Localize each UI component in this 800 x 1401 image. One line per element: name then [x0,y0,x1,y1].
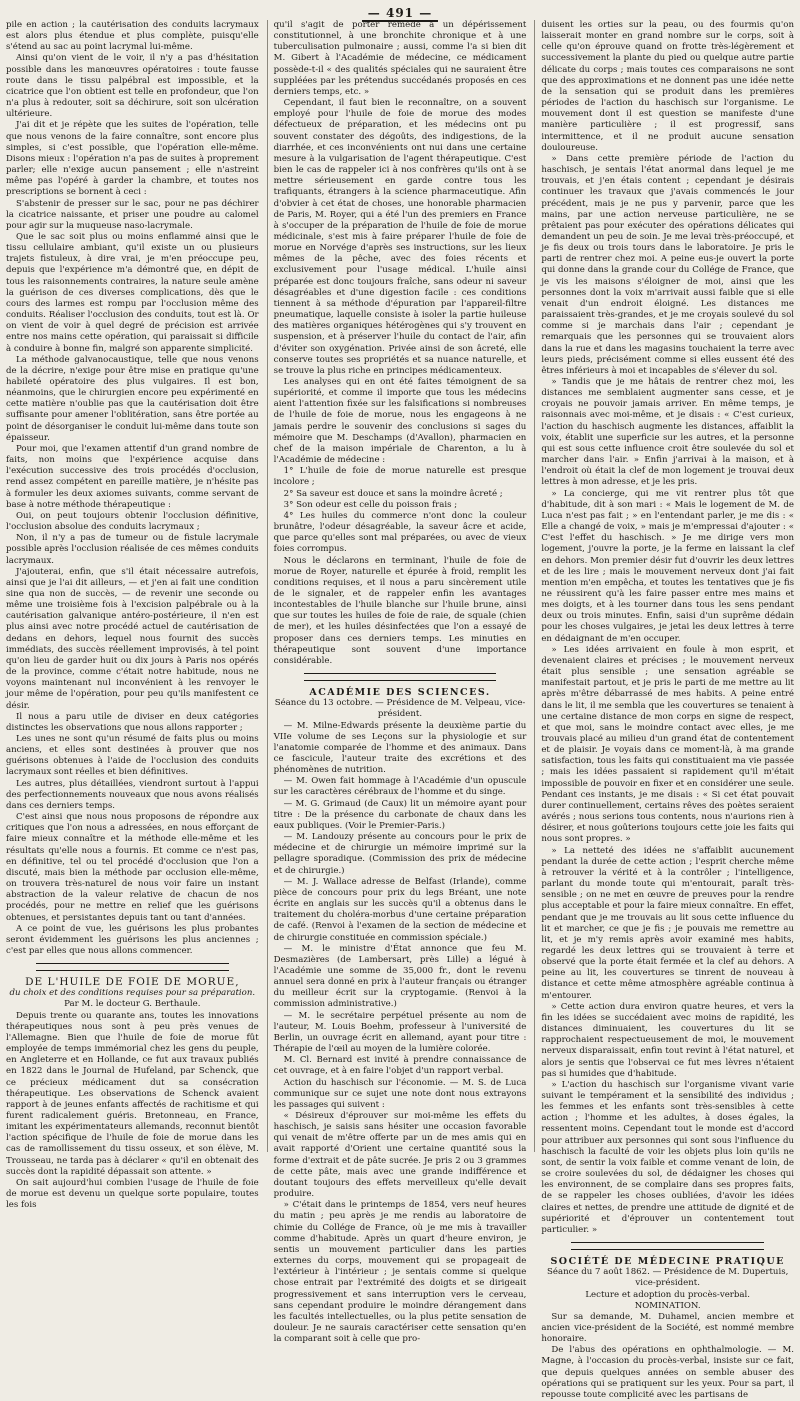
paragraph: — M. Owen fait hommage à l'Académie d'un opuscule sur les caractères cérébraux de l'homme et du singe. [273,776,527,798]
paragraph: — M. le secrétaire perpétuel présente au nom de l'auteur, M. Louis Boehm, professeur à l'université de Berlin, un ouvrage écrit en allemand, ayant pour titre : Thérapie de l'œil au moyen de la lumière colorée. [273,1010,527,1055]
paragraph: » C'était dans le printemps de 1854, vers neuf heures du matin ; peu après je me rendis au laboratoire de chimie du Collége de France, où je me mis à travailler comme d'habitude. Après un quart d'heure environ, je sentis un mouvement particulier dans les parties externes du corps, mouvement qui se propageait de l'extérieur à l'intérieur ; je sentais comme si quelque chose entrait par l'extrémité des doigts et se dirigeait progressivement et sans interruption vers le cerveau, sans cependant produire le moindre dérangement dans les facultés intellectuelles, ou la plus petite sensation de douleur. Je ne saurais caractériser cette sensation qu'en la comparant soit à celle que pro- [273,1200,527,1345]
paragraph: » Tandis que je me hâtais de rentrer chez moi, les distances me semblaient augmenter sans cesse, et je croyais ne pouvoir jamais arriver. En même temps, je raisonnais avec moi-même, et je disais : « C'est curieux, l'action du haschisch augmente les distances, affaiblit la voix, établit une superficie sur les autres, et la personne qui est sous cette influence croit être soulevée du sol et marcher dans l'air. » Enfin j'arrivai à la maison, et à l'endroit où était la clef de mon logement je trouvai deux lettres à mon adresse, et je les pris. [541,377,795,488]
paragraph: Lecture et adoption du procès-verbal. [585,1289,750,1300]
paragraph: Pour moi, que l'examen attentif d'un grand nombre de faits, non moins que l'expérience acquise dans l'exécution successive des trois procédés d'occlusion, rend assez compétent en pareille matière, je n'hésite pas à formuler les deux axiomes suivants, comme servant de base à notre méthode thérapeutique : [6,443,259,510]
paragraph: On sait aujourd'hui combien l'usage de l'huile de foie de morue est devenu un quelque sorte populaire, toutes les fois [6,1177,259,1211]
page-header [0,2,800,18]
paragraph: M. Cl. Bernard est invité à prendre connaissance de cet ouvrage, et à en faire l'objet d'un rapport verbal. [273,1055,527,1077]
paragraph: qu'il s'agit de porter remède à un dépérissement constitutionnel, à une bronchite chronique et à une tuberculisation pulmonaire ; aussi, comme l'a si bien dit M. Gibert à l'Académie de médecine, ce médicament possède-t-il « des qualités spéciales qui ne sauraient être suppléées par les prétendus succédanés proposés en ces derniers temps, etc. » [273,20,527,97]
paragraph: Les analyses qui en ont été faites témoignent de sa supériorité, et comme il importe que tous les médecins aient l'attention fixée sur les falsifications si nombreuses de l'huile de foie de morue, nous les engageons à ne jamais perdre le souvenir des conclusions si sages du mémoire que M. Deschamps (d'Avallon), pharmacien en chef de la maison impériale de Charenton, a lu à l'Académie de médecine : [273,377,527,466]
paragraph: S'abstenir de presser sur le sac, pour ne pas déchirer la cicatrice naissante, et priser une poudre au calomel pour agir sur la muqueuse naso-lacrymale. [6,198,259,231]
paragraph: » La netteté des idées ne s'affaiblit aucunement pendant la durée de cette action ; l'esprit cherche même à retrouver la vérité et à la contrôler ; l'intelligence, parlant du monde toute qui m'entourait, paraît très-sensible ; on ne met en œuvre de preuves pour la rendre plus acceptable et pour la faire mieux connaître. En effet, pendant que je me trouvais au lit sous cette influence du lit et marcher, ce que je fis ; je pouvais me remettre au lit, et je m'y remis après avoir examiné mes habits, regardé les deux lettres qui se trouvaient à terre et observé que la porte était fermée et la clef au dehors. A peine au lit, les couvertures se tinrent de nouveau à distance et cette même atmosphère agréable continua à m'entourer. [541,845,795,1001]
paragraph: » Les idées arrivaient en foule à mon esprit, et devenaient claires et précises ; le mouvement nerveux était plus sensible ; une sensation agréable se manifestait partout, et je pris le parti de me mettre au lit après m'être débarrassé de mes habits. A peine entré dans le lit, il me sembla que les couvertures se tenaient à une certaine distance de mon corps en signe de respect, et que moi, sans le moindre contact avec elles, je me trouvais placé au milieu d'un grand état de contentement et de plaisir. Je voyais dans ce moment-là, à ma grande satisfaction, tous les faits qui constituaient ma vie passée ; mais les idées passaient si rapidement qu'il m'était impossible de pouvoir en fixer et en considérer une seule. Pendant ces instants, je me disais : « Si cet état pouvait durer continuellement, certains rêves des poètes seraient avérés ; nous serions tous contents, nous n'aurions rien à désirer, et nous goûterions toujours cette joie les faits qui nous sont propres. » [541,644,795,845]
section-divider [36,963,229,971]
list-item: 4° Les huiles du commerce n'ont donc la couleur brunâtre, l'odeur désagréable, la saveur âcre et acide, que parce qu'elles sont mal préparées, ou avec de vieux foies corrompus. [273,510,527,555]
paragraph: Sur sa demande, M. Duhamel, ancien membre et ancien vice-président de la Société, est nommé membre honoraire. [541,1311,795,1345]
paragraph: Depuis trente ou quarante ans, toutes les innovations thérapeutiques nous sont à peu près venues de l'Allemagne. Bien que l'huile de foie de morue fût employée de temps immémorial chez les gens du peuple, en Angleterre et en Hollande, ce fut aux travaux publiés en 1822 dans le Journal de Hufeland, par Schenck, que ce précieux médicament dut sa consécration thérapeutique. Les observations de Schenck avaient rapport à de jeunes enfants affectés de rachitisme et qui furent radicalement guéris. Bretonneau, en France, imitant les expérimentateurs allemands, reconnut bientôt l'action spécifique de l'huile de foie de morue dans les cas de ramollissement du tissu osseux, et son élève, M. Trousseau, ne tarda pas à déclarer « qu'il en obtenait des succès dont la rapidité dépassait son attente. » [6,1010,259,1177]
paragraph: — M. Landouzy présente au concours pour le prix de médecine et de chirurgie un mémoire imprimé sur la pellagre sporadique. (Commission des prix de médecine et de chirurgie.) [273,832,527,876]
article-title: DE L'HUILE DE FOIE DE MORUE, [25,976,240,989]
paragraph: Les unes ne sont qu'un résumé de faits plus ou moins anciens, et elles sont destinées à prouver que nos guérisons obtenues à l'aide de l'occlusion des conduits lacrymaux sont réelles et bien définitives. [6,734,259,778]
paragraph: J'ajouterai, enfin, que s'il était nécessaire autrefois, ainsi que je l'ai dit ailleurs, — et j'en ai fait une condition sine qua non de succès, — de revenir une seconde ou même une troisième fois à l'excision palpébrale ou à la cautérisation galvanique antéro-postérieure, il n'en est plus ainsi avec notre procédé actuel de cautérisation de dedans en dehors, lequel nous fournit des succès immédiats, des succès réellement improvisés, à tel point qu'on lieu de garder huit ou dix jours à Paris nos opérés de la province, comme c'était notre habitude, nous ne voyons maintenant nul inconvénient à les renvoyer le jour même de l'opération, pour peu qu'ils manifestent ce désir. [6,566,259,711]
section-divider [304,673,497,681]
paragraph: — M. le ministre d'État annonce que feu M. Desmazières (de Lambersart, près Lille) a légué à l'Académie une somme de 35,000 fr., dont le revenu annuel sera donné en prix à l'auteur français ou étranger du meilleur écrit sur la cryptogamie. (Renvoi à la commission administrative.) [273,943,527,1010]
paragraph: Ainsi qu'on vient de le voir, il n'y a pas d'hésitation possible dans les manœuvres opératoires : toute fausse route dans le tissu palpébral est impossible, et la cicatrice que l'on obtient est telle en profondeur, que l'on n'a plus à redouter, soit sa déchirure, soit son ulcération ultérieure. [6,53,259,120]
list-item: 3° Son odeur est celle du poisson frais ; [283,499,458,510]
section-divider [571,1242,764,1250]
paragraph: Action du haschisch sur l'économie. — M. S. de Luca communique sur ce sujet une note dont nous extrayons les passages qui suivent : [273,1077,527,1110]
paragraph: pile en action ; la cautérisation des conduits lacrymaux est alors plus étendue et plus complète, puisqu'elle s'étend au sac au point lacrymal lui-même. [6,20,259,53]
paragraph: » Cette action dura environ quatre heures, et vers la fin les idées se succédaient avec moins de rapidité, les distances diminuaient, les couvertures du lit se rapprochaient respectueusement de moi, le mouvement nerveux disparaissait, enfin tout revint à l'état naturel, et alors je sentis que l'observai ce fut mes lèvres n'étaient pas si humides que d'habitude. [541,1001,795,1079]
paragraph: Il nous a paru utile de diviser en deux catégories distinctes les observations que nous allons rapporter ; [6,711,259,733]
paragraph: A ce point de vue, les guérisons les plus probantes seront évidemment les guérisons les plus anciennes ; c'est par elles que nous allons commencer. [6,923,259,956]
text-columns [6,20,795,1400]
paragraph: C'est ainsi que nous nous proposons de répondre aux critiques que l'on nous a adressées, en nous efforçant de faire mieux connaître et la méthode elle-même et les résultats qu'elle nous a fournis. Et comme ce n'est pas, en définitive, tel ou tel procédé d'occlusion que l'on a discuté, mais bien la méthode par occlusion elle-même, on trouvera très-naturel de nous voir faire un instant abstraction de la valeur relative de chacun de nos procédés, pour ne mettre en relief que les guérisons obtenues, et persistantes depuis tant ou tant d'années. [6,812,259,923]
paragraph: — M. Milne-Edwards présente la deuxième partie du VIIe volume de ses Leçons sur la physiologie et sur l'anatomie comparée de l'homme et des animaux. Dans ce fascicule, l'auteur traite des excrétions et des phénomènes de nutrition. [273,720,527,776]
paragraph: — M. G. Grimaud (de Caux) lit un mémoire ayant pour titre : De la présence du carbonate de chaux dans les eaux publiques. (Voir le Premier-Paris.) [273,798,527,831]
session-header: Séance du 7 août 1862. — Présidence de M. Dupertuis, vice-président. [546,1267,789,1289]
paragraph: Nous le déclarons en terminant, l'huile de foie de morue de Royer, naturelle et épurée à froid, remplit les conditions requises, et il nous a paru sincèrement utile de le signaler, et de rappeler enfin les avantages incontestables de l'huile blanche sur l'huile brune, ainsi que sur toutes les huiles de foie de raie, de squale (chien de mer), et les huiles désinfectées que l'on a essayé de proposer dans ces derniers temps. Les minuties en thérapeutique sont souvent d'une importance considérable. [273,555,527,666]
session-header: Séance du 13 octobre. — Présidence de M. Velpeau, vice-président. [274,698,526,720]
article-byline: Par M. le docteur G. Berthaule. [64,999,201,1010]
paragraph: — M. J. Wallace adresse de Belfast (Irlande), comme pièce de concours pour prix du legs Bréant, une note écrite en anglais sur les succès qu'il a obtenus dans le traitement du choléra-morbus d'une certaine préparation de café. (Renvoi à l'examen de la section de médecine et de chirurgie constituée en commission spéciale.) [273,876,527,943]
paragraph: Cependant, il faut bien le reconnaître, on a souvent employé pour l'huile de foie de morue des modes défectueux de préparation, et les médecins ont pu souvent constater des dégoûts, des indigestions, de la diarrhée, et ces inconvénients ont nui dans une certaine mesure à la vulgarisation de l'agent thérapeutique. C'est bien le cas de rappeler ici à nos confrères qu'ils ont à se mettre sérieusement en garde contre tous les trafiquants, étrangers à la science pharmaceutique. Afin d'obvier à cet état de choses, une honorable pharmacien de Paris, M. Royer, qui a été l'un des premiers en France à s'occuper de la préparation de l'huile de foie de morue médicinale, s'est mis à faire préparer l'huile de foie de morue en Norvége d'après ses instructions, sur les lieux mêmes de la pêche, avec des foies récents et exclusivement pour l'usage médical. L'huile ainsi préparée est donc toujours fraîche, sans odeur ni saveur désagréables et d'une digestion facile : ces conditions tiennent à sa méthode d'épuration par l'appareil-filtre pneumatique, laquelle consiste à isoler la partie huileuse des matières organiques hétérogènes qui s'y trouvent en suspension, et à préserver l'huile du contact de l'air, afin d'éviter son oxygénation. Privée ainsi de son âcreté, elle conserve toutes ses propriétés et sa nuance naturelle, et se trouve la plus riche en principes médicamenteux. [273,98,527,376]
paragraph: » Dans cette première période de l'action du haschisch, je sentais l'état anormal dans lequel je me trouvais, et j'en étais content ; cependant je désirais continuer les travaux que j'avais commencés le jour précédent, mais je ne pus y parvenir, parce que les mains, par une action nerveuse particulière, ne se prêtaient pas pour exécuter des opérations délicates qui demandent un peu de soin. Je me levai très-préoccupé, et je fis deux ou trois tours dans le laboratoire. Je pris le parti de rentrer chez moi. A peine eus-je ouvert la porte qui donne dans la grande cour du Collége de France, que je vis les maisons s'éloigner de moi, ainsi que les personnes dont la voix m'arrivait aussi faible que si elle venait d'un endroit éloigné. Les distances me paraissaient très-grandes, et je me croyais soulevé du sol comme si je marchais dans l'air ; cependant je remarquais que les personnes qui se trouvaient alors dans la rue et dans les magasins touchaient la terre avec leurs pieds, précisément comme si elles eussent été des êtres inférieurs à moi et incapables de s'élever du sol. [541,153,795,376]
paragraph: duisent les orties sur la peau, ou des fourmis qu'on laisserait monter en grand nombre sur le corps, soit à celle qu'on éprouve quand on frotte très-légèrement et successivement la plante du pied ou quelque autre partie délicate du corps ; mais toutes ces comparaisons ne sont que des approximations et ne donnent pas une idée nette de la sensation qui se produit dans les premières périodes de l'action du haschisch sur l'organisme. Le mouvement dont il est question se manifeste d'une manière particulière ; il est progressif, sans intermittence, et il ne produit aucune sensation douloureuse. [541,20,795,153]
section-title: ACADÉMIE DES SCIENCES. [309,687,491,699]
list-item: 1° L'huile de foie de morue naturelle est presque incolore ; [273,466,527,488]
column-3 [534,20,795,1400]
paragraph: La méthode galvanocaustique, telle que nous venons de la décrire, n'exige pour être mise en pratique qu'une habileté opératoire des plus vulgaires. Il est bon, néanmoins, que le chirurgien encore peu expérimenté en cette matière n'oublie pas que la cautérisation doit être suffisante pour amener l'oblitération, sans être portée au point de désorganiser le conduit lui-même dans toute son épaisseur. [6,354,259,443]
paragraph: Non, il n'y a pas de tumeur ou de fistule lacrymale possible après l'occlusion réalisée de ces mêmes conduits lacrymaux. [6,533,259,566]
subsection-title: NOMINATION. [634,1300,701,1311]
paragraph: Oui, on peut toujours obtenir l'occlusion définitive, l'occlusion absolue des conduits lacrymaux ; [6,510,259,533]
column-1 [6,20,259,1211]
paragraph: Que le sac soit plus ou moins enflammé ainsi que le tissu cellulaire ambiant, qu'il existe un ou plusieurs trajets fistuleux, à dire vrai, je m'en préoccupe peu, depuis que l'expérience m'a démontré que, en dépit de tous les raisonnements contraires, la nature seule amène la guérison de ces diverses complications, dès que le cours des larmes est rompu par l'occlusion même des conduits. Réaliser l'occlusion des conduits, tout est là. Or on vient de voir à quel degré de précision est arrivée entre nos mains cette opération, qui paraissait si difficile à conduire à bonne fin, malgré son apparente simplicité. [6,231,259,354]
page-number: — 491 — [362,6,438,22]
list-item: 2° Sa saveur est douce et sans la moindre âcreté ; [283,488,503,499]
section-title: SOCIÉTÉ DE MÉDECINE PRATIQUE [550,1256,785,1268]
article-subtitle: du choix et des conditions requises pour sa préparation. [9,988,256,999]
paragraph: » L'action du haschisch sur l'organisme vivant varie suivant le tempérament et la sensibilité des individus ; les femmes et les enfants sont très-sensibles à cette action ; l'homme et les adultes, à doses égales, la ressentent moins. Cependant tout le monde est d'accord pour attribuer aux personnes qui sont sous l'influence du haschisch la faculté de voir les objets plus loin qu'ils ne sont, de sentir la voix faible et comme venant de loin, de se croire soulevées du sol, de dédaigner les choses qui les environnent, de se complaire dans ses propres faits, de se rappeler les choses oubliées, d'avoir les idées claires et nettes, de prendre une attitude de dignité et de supériorité et d'éprouver un contentement tout particulier. » [541,1079,795,1235]
paragraph: « Désireux d'éprouver sur moi-même les effets du haschisch, je saisis sans hésiter une occasion favorable qui venait de m'être offerte par un de mes amis qui en avait rapporté d'Orient une certaine quantité sous la forme d'extrait et de pâte sucrée. Je pris 2 ou 3 grammes de cette pâte, mais avec une grande indifférence et doutant toujours des effets merveilleux qu'elle devait produire. [273,1111,527,1200]
paragraph: De l'abus des opérations en ophthalmologie. — M. Magne, à l'occasion du procès-verbal, insiste sur ce fait, que depuis quelques années on semble abuser des opérations qui se pratiquent sur les yeux. Pour sa part, il repousse toute complicité avec les partisans de [541,1345,795,1400]
column-2 [267,20,527,1345]
paragraph: » La concierge, qui me vit rentrer plus tôt que d'habitude, dit à son mari : « Mais le logement de M. de Luca n'est pas fait ; » en l'entendant parler, je me dis : « Elle a changé de voix, » mais je m'empressai d'ajouter : « C'est l'effet du haschisch. » Je me dirige vers mon logement, j'ouvre la porte, je la ferme en laissant la clef en dehors. Mon premier désir fut d'ouvrir les deux lettres et de les lire ; mais le mouvement nerveux dont j'ai fait mention m'en empêcha, et toutes les tentatives que je fis ne réussirent qu'à les faire passer entre mes mains et mes doigts, et à les tourner dans tous les sens pendant deux ou trois minutes. Enfin, saisi d'un suprême dédain pour les choses vulgaires, je jetai les deux lettres à terre en dédaignant de m'en occuper. [541,488,795,644]
paragraph: Les autres, plus détaillées, viendront surtout à l'appui des perfectionnements nouveaux que nous avons réalisés dans ces derniers temps. [6,778,259,811]
paragraph: J'ai dit et je répète que les suites de l'opération, telle que nous venons de la faire connaître, sont encore plus simples, si c'est possible, que l'opération elle-même. Disons mieux : l'opération n'a pas de suites à proprement parler; elle n'exige aucun pansement ; elle n'astreint même pas l'opéré à garder la chambre, et toutes nos prescriptions se bornent à ceci : [6,120,259,198]
